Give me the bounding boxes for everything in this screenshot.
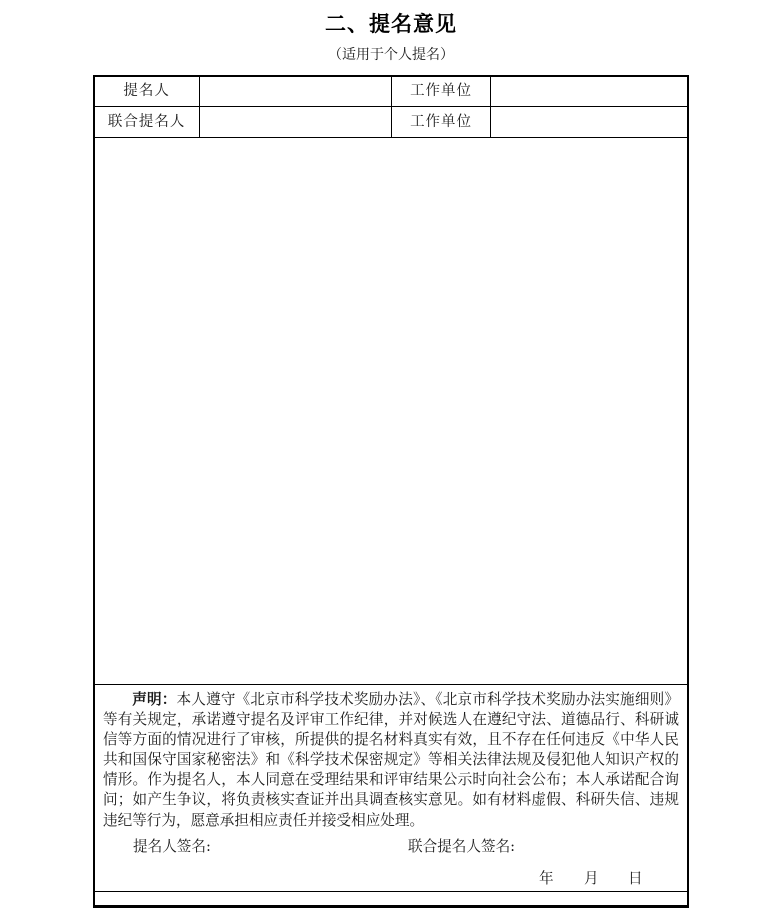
joint-nominator-workunit-label: 工作单位 bbox=[392, 107, 490, 138]
date-month-label: 月 bbox=[584, 869, 599, 887]
table-frame-left bbox=[93, 75, 95, 908]
date-year-label: 年 bbox=[539, 869, 554, 887]
table-frame-right bbox=[687, 75, 689, 908]
table-frame-top bbox=[93, 75, 689, 77]
date-day-label: 日 bbox=[628, 869, 643, 887]
nominator-value-field[interactable] bbox=[200, 76, 392, 107]
joint-nominator-label: 联合提名人 bbox=[94, 107, 200, 138]
nominator-workunit-value-field[interactable] bbox=[490, 76, 688, 107]
nominator-label: 提名人 bbox=[94, 76, 200, 107]
page-title: 二、提名意见 bbox=[325, 12, 457, 36]
signature-row bbox=[103, 835, 679, 861]
statement-paragraph bbox=[103, 690, 679, 831]
table-row bbox=[94, 685, 689, 892]
statement-section bbox=[94, 685, 689, 892]
statement-lead-label: 声明： bbox=[132, 691, 177, 708]
table-row bbox=[94, 138, 689, 685]
joint-nominator-workunit-value-field[interactable] bbox=[490, 107, 688, 138]
date-line bbox=[103, 861, 679, 891]
joint-nominator-value-field[interactable] bbox=[200, 107, 392, 138]
opinion-textarea[interactable] bbox=[94, 138, 689, 685]
statement-body-text: 本人遵守《北京市科学技术奖励办法》、《北京市科学技术奖励办法实施细则》等有关规定，承诺遵守提名及评审工作纪律，并对候选人在遵纪守法、道德品行、科研诚信等方面的情况进行了审核，所提供的提名材料真实有效，且不存在任何违反《中华人民共和国保守国家秘密法》和《科学技术保密规定》等相关法律法规及侵犯他人知识产权的情形。作为提名人，本人同意在受理结果和评审结果公示时向社会公布；本人承诺配合询问；如产生争议，将负责核实查证并出具调查核实意见。如有材料虚假、科研失信、违规违纪等行为，愿意承担相应责任并接受相应处理。 bbox=[103, 691, 679, 829]
joint-nominator-signature-label[interactable]: 联合提名人签名: bbox=[408, 837, 516, 855]
page-subtitle: （适用于个人提名） bbox=[328, 47, 454, 63]
table-row bbox=[94, 76, 689, 107]
table-frame-bottom bbox=[93, 905, 689, 908]
nominator-workunit-label: 工作单位 bbox=[392, 76, 490, 107]
nomination-opinion-table bbox=[93, 75, 689, 892]
nominator-signature-label[interactable]: 提名人签名: bbox=[133, 837, 211, 855]
table-row bbox=[94, 107, 689, 138]
